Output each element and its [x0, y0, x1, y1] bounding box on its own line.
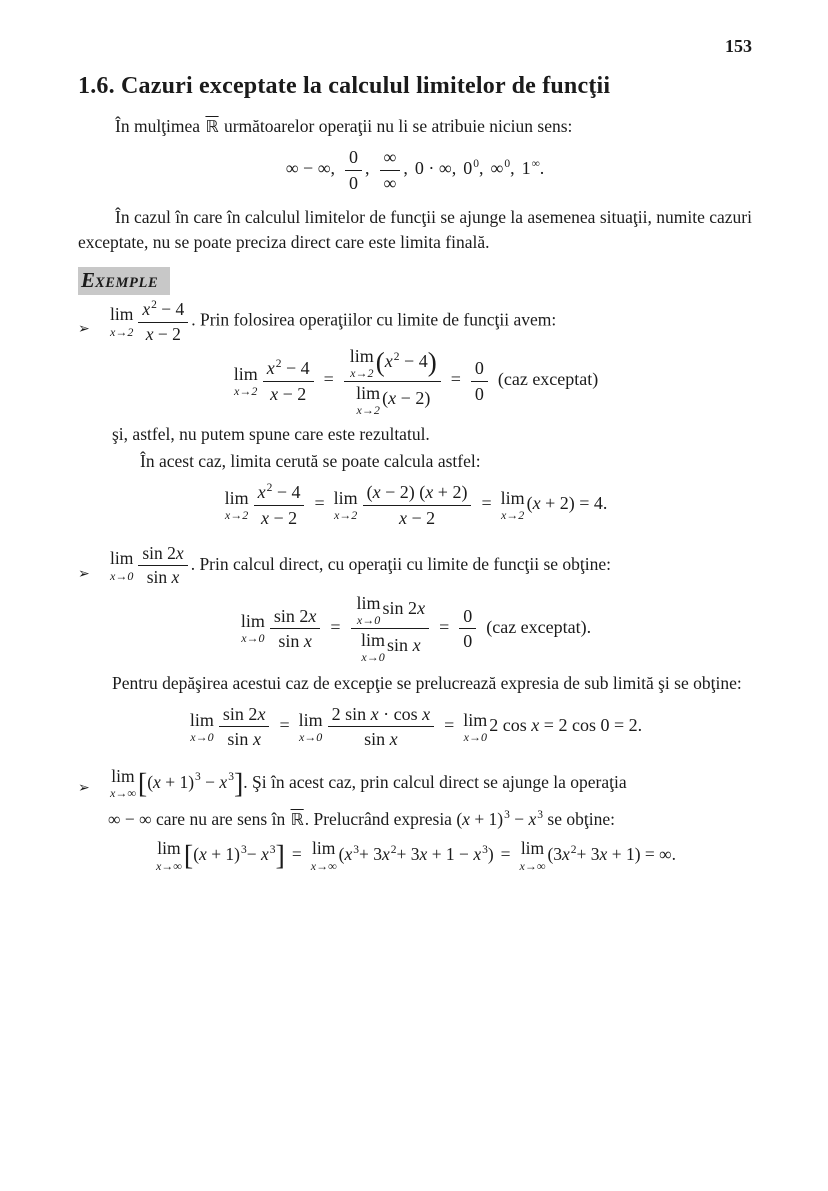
intro-paragraph: În mulţimea ℝ următoarelor operaţii nu li se atribuie niciun sens:: [115, 116, 573, 136]
example-2-item: [78, 544, 752, 588]
exponent: 3: [269, 844, 276, 857]
fraction: $\frac{x^2 - 4}{x - 2}$: [254, 482, 305, 527]
example-2-text: lim x→0 $\frac{\sin 2x}{\text{sin x}}$ . Prin calcul direct, cu operaţii cu limite de funcţii se obţine:: [110, 542, 612, 588]
limit-operator: lim x→0: [110, 548, 134, 583]
limit-operator: lim x→2: [110, 304, 134, 339]
exponent: 0: [473, 158, 479, 171]
exponent: 3: [504, 809, 510, 822]
exponent: 3: [195, 771, 201, 784]
extended-reals-symbol: ℝ: [205, 117, 219, 136]
exponent: 3: [482, 844, 488, 857]
formula-limit-factored: lim x→2 $\frac{x^2 - 4}{x - 2}$ = lim x→2 $\frac{(x - 2) (x + 2)}{x - 2}$ = lim x→2 (x + 2) = 4.: [224, 482, 608, 528]
exponent: 2: [266, 482, 273, 495]
limit-operator: lim x→2: [356, 382, 381, 417]
arrowhead-right-icon: ➢: [78, 321, 90, 338]
limit-operator: lim x→2: [333, 488, 358, 523]
limit-operator: lim x→2: [233, 364, 258, 399]
limit-operator: lim x→0: [463, 709, 488, 744]
example-3-line-2: ∞ − ∞ care nu are sens în ℝ. Prelucrând expresia $(x + 1)^3 - x^3$ se obţine:: [108, 809, 615, 830]
undefined-operations-formula: ∞ − ∞, $\frac{0}{0}$ , $\frac{\infty}{\infty}$ , 0 · ∞, $0^0$, ∞$^0$, 1∞.: [285, 147, 545, 193]
exponent: 2: [570, 844, 577, 857]
fraction: $\frac{0}{0}$: [345, 147, 362, 192]
limit-operator: lim x→2: [224, 488, 249, 523]
method-paragraph: Pentru depăşirea acestui caz de excepţie se prelucrează expresia de sub limită şi se obţine:: [112, 672, 742, 693]
example-3-line-1: lim x→∞ $[(x + 1)^3 - x^3]$. Şi în acest caz, prin calcul direct se ajunge la operaţia: [110, 765, 627, 801]
example-3-text: [108, 765, 752, 833]
arrowhead-right-icon: ➢: [78, 779, 90, 796]
fraction: $\frac{\infty}{\infty}$: [380, 147, 401, 192]
formula-sin-limit-resolved: lim x→0 $\frac{\sin 2x}{\text{sin x}}$ = lim x→0 $\frac{\text{2 sin x · cos x}}{\text{sin x}}$ = lim x→0 2 cos x = 2 cos 0 = 2.: [189, 704, 643, 750]
limit-operator: lim x→∞: [310, 838, 337, 873]
page-number: 153: [725, 36, 752, 56]
exponent: 3: [241, 844, 247, 857]
limit-operator: lim x→0: [361, 629, 386, 664]
fraction: $\frac{x^2 - 4}{x - 2}$: [138, 299, 188, 344]
fraction: $\frac{0}{0}$: [471, 358, 488, 403]
limit-operator: lim x→∞: [155, 838, 182, 873]
formula-sin-limit-0-over-0: lim x→0 $\frac{\sin 2x}{\text{sin x}}$ = lim x→0 sin 2x lim x→0 sin x = $\frac{0}{0}$ (caz exceptat).: [240, 592, 592, 664]
limit-operator: lim x→2: [500, 488, 525, 523]
extended-reals-symbol: ℝ: [290, 810, 304, 830]
formula-limit-0-over-0: lim x→2 $\frac{x^2 - 4}{x - 2}$ = lim x→2 $(x^2 - 4)$ lim x→2 (x − 2) = $\frac{0}{0}$ (caz exceptat): [233, 345, 599, 417]
example-1-item: [78, 299, 752, 344]
limit-operator: lim x→0: [189, 709, 214, 744]
fraction: $\frac{x^2 - 4}{x - 2}$: [263, 358, 314, 403]
example-3-item: [78, 765, 752, 833]
excepted-case-note: (caz exceptat): [497, 369, 599, 390]
limit-operator: lim x→∞: [519, 838, 546, 873]
exponent: 2: [390, 844, 397, 857]
fraction: $\frac{\sin 2x}{\text{sin x}}$: [219, 704, 270, 749]
examples-heading-row: [78, 267, 752, 295]
examples-heading: EXEMPLE: [78, 267, 170, 295]
fraction: lim x→0 sin 2x lim x→0 sin x: [351, 594, 430, 663]
section-title: 1.6. Cazuri exceptate la calculul limitelor de funcţii: [78, 73, 611, 99]
conclusion-text: şi, astfel, nu putem spune care este rezultatul.: [112, 423, 430, 444]
exponent: 2: [151, 299, 157, 312]
limit-operator: lim x→2: [349, 345, 374, 380]
exponent: ∞: [531, 158, 540, 171]
fraction: $\frac{0}{0}$: [459, 606, 476, 651]
example-1-text: lim x→2 $\frac{x^2 - 4}{x - 2}$ . Prin folosirea operaţiilor cu limite de funcţii avem:: [110, 299, 557, 345]
exponent: 3: [537, 809, 544, 822]
fraction: $\frac{\sin 2x}{\text{sin x}}$: [138, 544, 187, 588]
exponent: 2: [275, 358, 282, 371]
limit-operator: lim x→0: [298, 709, 323, 744]
excepted-case-note: (caz exceptat).: [486, 616, 592, 637]
fraction: $\frac{(x - 2) (x + 2)}{x - 2}$: [363, 482, 472, 527]
formula-cubic-limit-resolved: lim x→∞ $[(x + 1)^3- x^3]$ = lim x→∞ $(x^3+ 3x^2+ 3x + 1 - x^3)$ = lim x→∞ $(3x^2+ 3x + 1)$ = ∞.: [155, 838, 676, 873]
fraction: $\frac{\text{2 sin x · cos x}}{\text{sin x}}$: [328, 704, 435, 749]
exponent: 2: [393, 350, 400, 363]
limit-operator: lim x→0: [240, 611, 265, 646]
exponent: 3: [353, 844, 359, 857]
arrowhead-right-icon: ➢: [78, 565, 90, 582]
cases-paragraph: În cazul în care în calculul limitelor de funcţii se ajunge la asemenea situaţii, numite cazuri exceptate, nu se poate preciza direct care este limita finală.: [78, 206, 752, 253]
transition-text: În acest caz, limita cerută se poate calcula astfel:: [140, 451, 481, 471]
limit-operator: lim x→0: [356, 592, 381, 627]
exponent: 3: [228, 771, 234, 784]
exponent: 0: [504, 158, 511, 171]
fraction: lim x→2 $(x^2 - 4)$ lim x→2 (x − 2): [344, 347, 441, 416]
fraction: $\frac{\sin 2x}{\text{sin x}}$: [270, 606, 321, 651]
limit-operator: lim x→∞: [110, 765, 136, 801]
